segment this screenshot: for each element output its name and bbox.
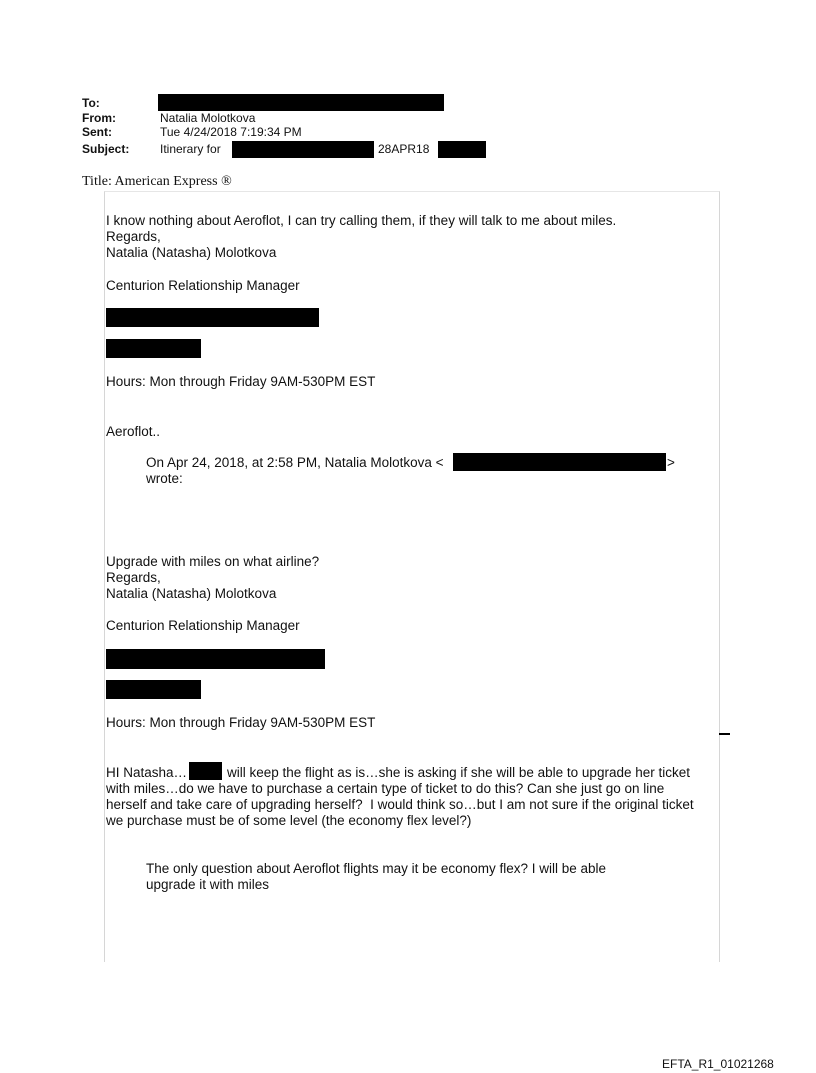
redacted-signature-line2 bbox=[106, 339, 201, 358]
redacted-recipient bbox=[158, 94, 444, 111]
sent-label: Sent: bbox=[82, 125, 112, 139]
subject-date: 28APR18 bbox=[378, 142, 430, 156]
redacted-email-address bbox=[453, 453, 666, 471]
reply2-line1: Upgrade with miles on what airline? bbox=[106, 554, 320, 569]
from-label: From: bbox=[82, 111, 116, 125]
redacted-signature-line1 bbox=[106, 308, 319, 327]
subject-prefix: Itinerary for bbox=[160, 142, 221, 156]
reply1-hours: Hours: Mon through Friday 9AM-530PM EST bbox=[106, 374, 376, 389]
reply2-name: Natalia (Natasha) Molotkova bbox=[106, 586, 277, 601]
quote1-line2: wrote: bbox=[146, 471, 183, 486]
margin-mark bbox=[719, 733, 730, 735]
reply2-hours: Hours: Mon through Friday 9AM-530PM EST bbox=[106, 715, 376, 730]
reply1-name: Natalia (Natasha) Molotkova bbox=[106, 245, 277, 260]
redacted-subject-tail bbox=[438, 141, 486, 158]
reply2-role: Centurion Relationship Manager bbox=[106, 618, 300, 633]
document-title: Title: American Express ® bbox=[82, 174, 232, 189]
to-label: To: bbox=[82, 96, 100, 110]
message-body bbox=[104, 191, 720, 962]
quote2-line1: The only question about Aeroflot flights may it be economy flex? I will be able bbox=[146, 861, 607, 876]
redacted-name bbox=[189, 762, 222, 780]
aeroflot-note: Aeroflot.. bbox=[106, 424, 161, 439]
reply1-role: Centurion Relationship Manager bbox=[106, 278, 300, 293]
message3-line2: with miles…do we have to purchase a certain type of ticket to do this? Can she just go on line bbox=[106, 781, 665, 796]
from-value: Natalia Molotkova bbox=[160, 111, 256, 125]
quote1-line1-prefix: On Apr 24, 2018, at 2:58 PM, Natalia Molotkova < bbox=[146, 455, 444, 470]
document-id: EFTA_R1_01021268 bbox=[662, 1057, 774, 1071]
reply2-regards: Regards, bbox=[106, 570, 161, 585]
sent-value: Tue 4/24/2018 7:19:34 PM bbox=[160, 125, 302, 139]
redacted-signature-line4 bbox=[106, 680, 201, 699]
message3-line1-suffix: will keep the flight as is…she is asking if she will be able to upgrade her ticket bbox=[227, 765, 690, 780]
redacted-signature-line3 bbox=[106, 649, 325, 669]
message3-line4: we purchase must be of some level (the economy flex level?) bbox=[106, 813, 472, 828]
quote2-line2: upgrade it with miles bbox=[146, 877, 270, 892]
message3-line3: herself and take care of upgrading herself? I would think so…but I am not sure if the original ticket bbox=[106, 797, 694, 812]
subject-label: Subject: bbox=[82, 142, 130, 156]
message3-line1-prefix: HI Natasha… bbox=[106, 765, 188, 780]
redacted-subject-name bbox=[232, 141, 374, 158]
reply1-regards: Regards, bbox=[106, 229, 161, 244]
quote1-line1-suffix: > bbox=[667, 455, 675, 470]
reply1-line1: I know nothing about Aeroflot, I can try calling them, if they will talk to me about miles. bbox=[106, 213, 617, 228]
